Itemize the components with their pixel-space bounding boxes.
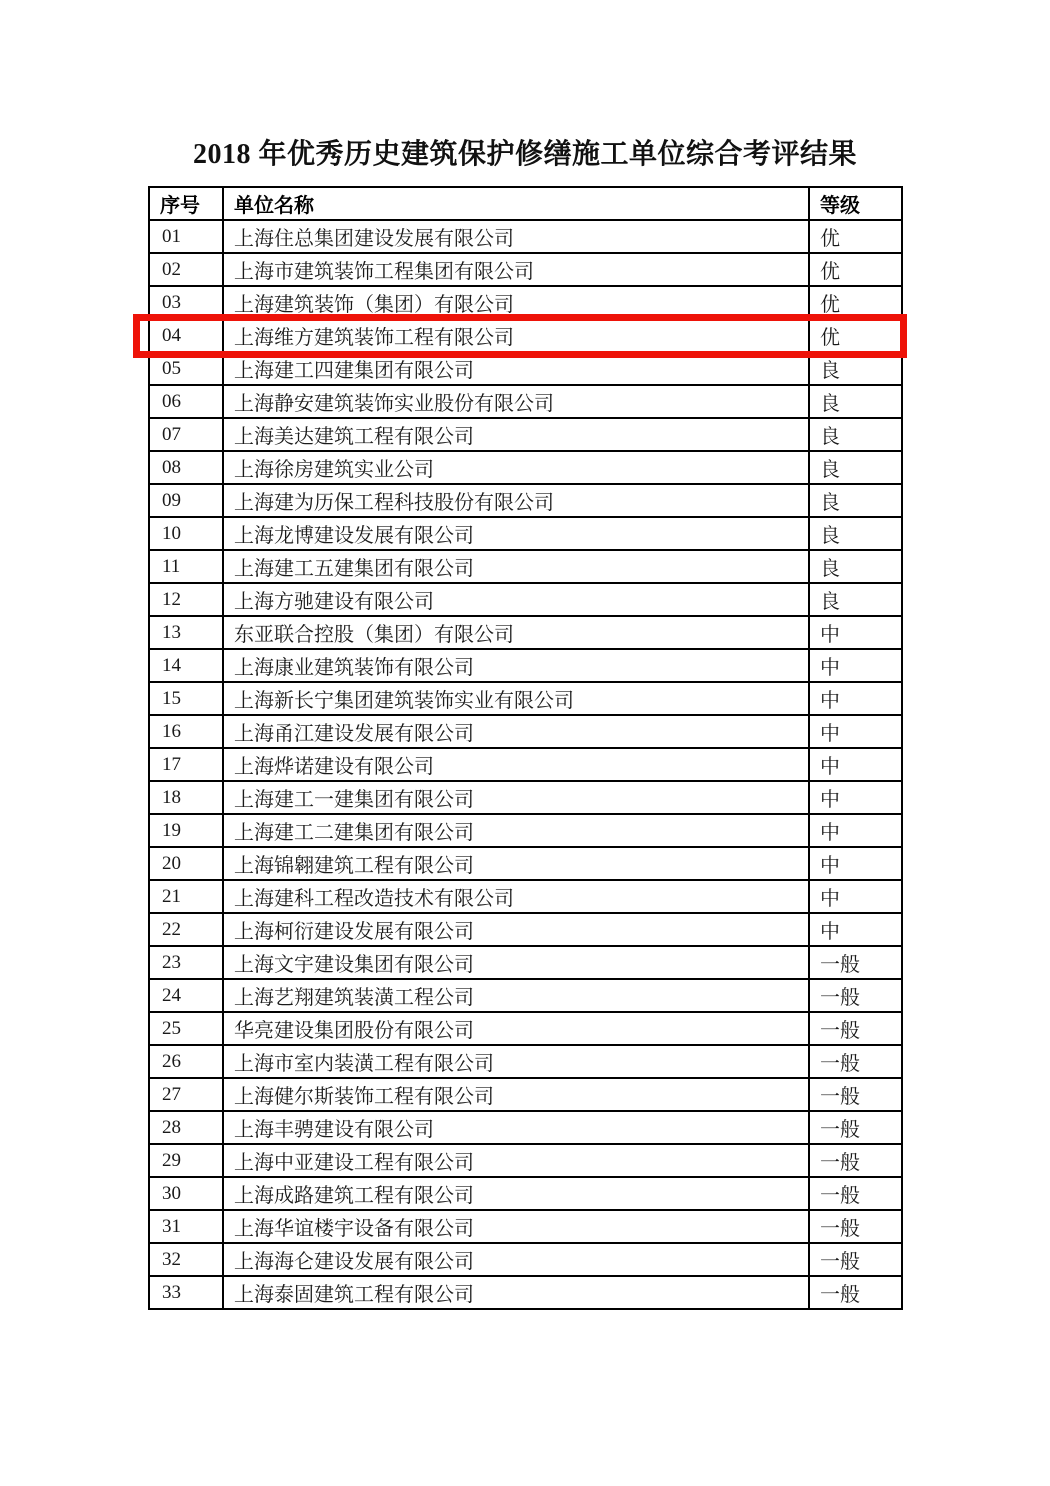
row-num-cell: 21 [149,880,223,913]
company-name-cell: 上海建工四建集团有限公司 [223,352,809,385]
company-name-cell: 上海静安建筑装饰实业股份有限公司 [223,385,809,418]
grade-cell: 优 [809,286,902,319]
row-num-cell: 27 [149,1078,223,1111]
row-num-cell: 05 [149,352,223,385]
row-num-cell: 28 [149,1111,223,1144]
grade-cell: 一般 [809,1045,902,1078]
grade-cell: 良 [809,484,902,517]
grade-cell: 中 [809,814,902,847]
company-name-cell: 上海丰骋建设有限公司 [223,1111,809,1144]
evaluation-table [148,186,903,1310]
row-num-cell: 10 [149,517,223,550]
row-num-cell: 11 [149,550,223,583]
grade-cell: 良 [809,517,902,550]
grade-cell: 中 [809,748,902,781]
company-name-cell: 上海建为历保工程科技股份有限公司 [223,484,809,517]
company-name-cell: 上海成路建筑工程有限公司 [223,1177,809,1210]
company-name-cell: 上海甬江建设发展有限公司 [223,715,809,748]
grade-cell: 良 [809,583,902,616]
company-name-cell: 上海维方建筑装饰工程有限公司 [223,319,809,352]
company-name-cell: 上海艺翔建筑装潢工程公司 [223,979,809,1012]
table-row [149,352,902,385]
row-num-cell: 32 [149,1243,223,1276]
grade-cell: 优 [809,220,902,253]
company-name-cell: 上海海仑建设发展有限公司 [223,1243,809,1276]
grade-cell: 中 [809,880,902,913]
table-row [149,1045,902,1078]
grade-cell: 中 [809,847,902,880]
grade-cell: 中 [809,781,902,814]
table-row [149,748,902,781]
row-num-cell: 31 [149,1210,223,1243]
grade-cell: 一般 [809,1210,902,1243]
table-row [149,1210,902,1243]
grade-cell: 一般 [809,1144,902,1177]
grade-cell: 一般 [809,1276,902,1309]
row-num-cell: 04 [149,319,223,352]
table-row [149,583,902,616]
company-name-cell: 上海文宇建设集团有限公司 [223,946,809,979]
header-grade: 等级 [809,187,902,220]
grade-cell: 一般 [809,979,902,1012]
row-num-cell: 03 [149,286,223,319]
table-row [149,1111,902,1144]
table-row [149,1078,902,1111]
row-num-cell: 15 [149,682,223,715]
table-row [149,715,902,748]
row-num-cell: 16 [149,715,223,748]
table-row [149,682,902,715]
company-name-cell: 东亚联合控股（集团）有限公司 [223,616,809,649]
table-row [149,1243,902,1276]
header-name: 单位名称 [223,187,809,220]
row-num-cell: 20 [149,847,223,880]
row-num-cell: 23 [149,946,223,979]
company-name-cell: 上海泰固建筑工程有限公司 [223,1276,809,1309]
company-name-cell: 上海市室内装潢工程有限公司 [223,1045,809,1078]
table-row [149,1144,902,1177]
company-name-cell: 上海中亚建设工程有限公司 [223,1144,809,1177]
row-num-cell: 01 [149,220,223,253]
grade-cell: 一般 [809,1012,902,1045]
grade-cell: 一般 [809,1111,902,1144]
page-title: 2018 年优秀历史建筑保护修缮施工单位综合考评结果 [192,139,857,170]
table-row [149,1276,902,1309]
row-num-cell: 02 [149,253,223,286]
company-name-cell: 上海烨诺建设有限公司 [223,748,809,781]
table-row [149,649,902,682]
row-num-cell: 25 [149,1012,223,1045]
row-num-cell: 07 [149,418,223,451]
row-num-cell: 19 [149,814,223,847]
company-name-cell: 上海建筑装饰（集团）有限公司 [223,286,809,319]
company-name-cell: 上海美达建筑工程有限公司 [223,418,809,451]
table-row [149,616,902,649]
table-row [149,517,902,550]
table-body [149,220,902,1309]
table-header-row [149,187,902,220]
row-num-cell: 17 [149,748,223,781]
grade-cell: 良 [809,550,902,583]
company-name-cell: 上海建工二建集团有限公司 [223,814,809,847]
table-row [149,880,902,913]
grade-cell: 优 [809,253,902,286]
company-name-cell: 上海柯衍建设发展有限公司 [223,913,809,946]
company-name-cell: 上海建科工程改造技术有限公司 [223,880,809,913]
table-row [149,550,902,583]
company-name-cell: 上海市建筑装饰工程集团有限公司 [223,253,809,286]
company-name-cell: 上海健尔斯装饰工程有限公司 [223,1078,809,1111]
row-num-cell: 33 [149,1276,223,1309]
row-num-cell: 18 [149,781,223,814]
company-name-cell: 上海住总集团建设发展有限公司 [223,220,809,253]
row-num-cell: 30 [149,1177,223,1210]
row-num-cell: 09 [149,484,223,517]
company-name-cell: 上海方驰建设有限公司 [223,583,809,616]
row-num-cell: 08 [149,451,223,484]
grade-cell: 良 [809,352,902,385]
row-num-cell: 14 [149,649,223,682]
company-name-cell: 上海建工五建集团有限公司 [223,550,809,583]
grade-cell: 中 [809,913,902,946]
grade-cell: 中 [809,682,902,715]
row-num-cell: 24 [149,979,223,1012]
table-row [149,913,902,946]
grade-cell: 一般 [809,1243,902,1276]
table-row [149,1177,902,1210]
table-row [149,814,902,847]
grade-cell: 一般 [809,1078,902,1111]
company-name-cell: 上海建工一建集团有限公司 [223,781,809,814]
table-row [149,979,902,1012]
table-row [149,418,902,451]
header-num: 序号 [149,187,223,220]
grade-cell: 中 [809,616,902,649]
row-num-cell: 22 [149,913,223,946]
company-name-cell: 上海康业建筑装饰有限公司 [223,649,809,682]
grade-cell: 良 [809,418,902,451]
grade-cell: 一般 [809,1177,902,1210]
company-name-cell: 上海华谊楼宇设备有限公司 [223,1210,809,1243]
row-num-cell: 29 [149,1144,223,1177]
table-row [149,847,902,880]
table-row [149,484,902,517]
company-name-cell: 上海新长宁集团建筑装饰实业有限公司 [223,682,809,715]
company-name-cell: 华亮建设集团股份有限公司 [223,1012,809,1045]
table-row [149,253,902,286]
table-row [149,946,902,979]
table-row [149,1012,902,1045]
company-name-cell: 上海龙博建设发展有限公司 [223,517,809,550]
table-row [149,781,902,814]
table-row [149,286,902,319]
grade-cell: 中 [809,715,902,748]
company-name-cell: 上海徐房建筑实业公司 [223,451,809,484]
grade-cell: 中 [809,649,902,682]
grade-cell: 一般 [809,946,902,979]
table-row [149,451,902,484]
company-name-cell: 上海锦翱建筑工程有限公司 [223,847,809,880]
grade-cell: 优 [809,319,902,352]
row-num-cell: 12 [149,583,223,616]
table-row [149,319,902,352]
row-num-cell: 26 [149,1045,223,1078]
row-num-cell: 13 [149,616,223,649]
grade-cell: 良 [809,451,902,484]
table-row [149,385,902,418]
grade-cell: 良 [809,385,902,418]
table-row [149,220,902,253]
row-num-cell: 06 [149,385,223,418]
